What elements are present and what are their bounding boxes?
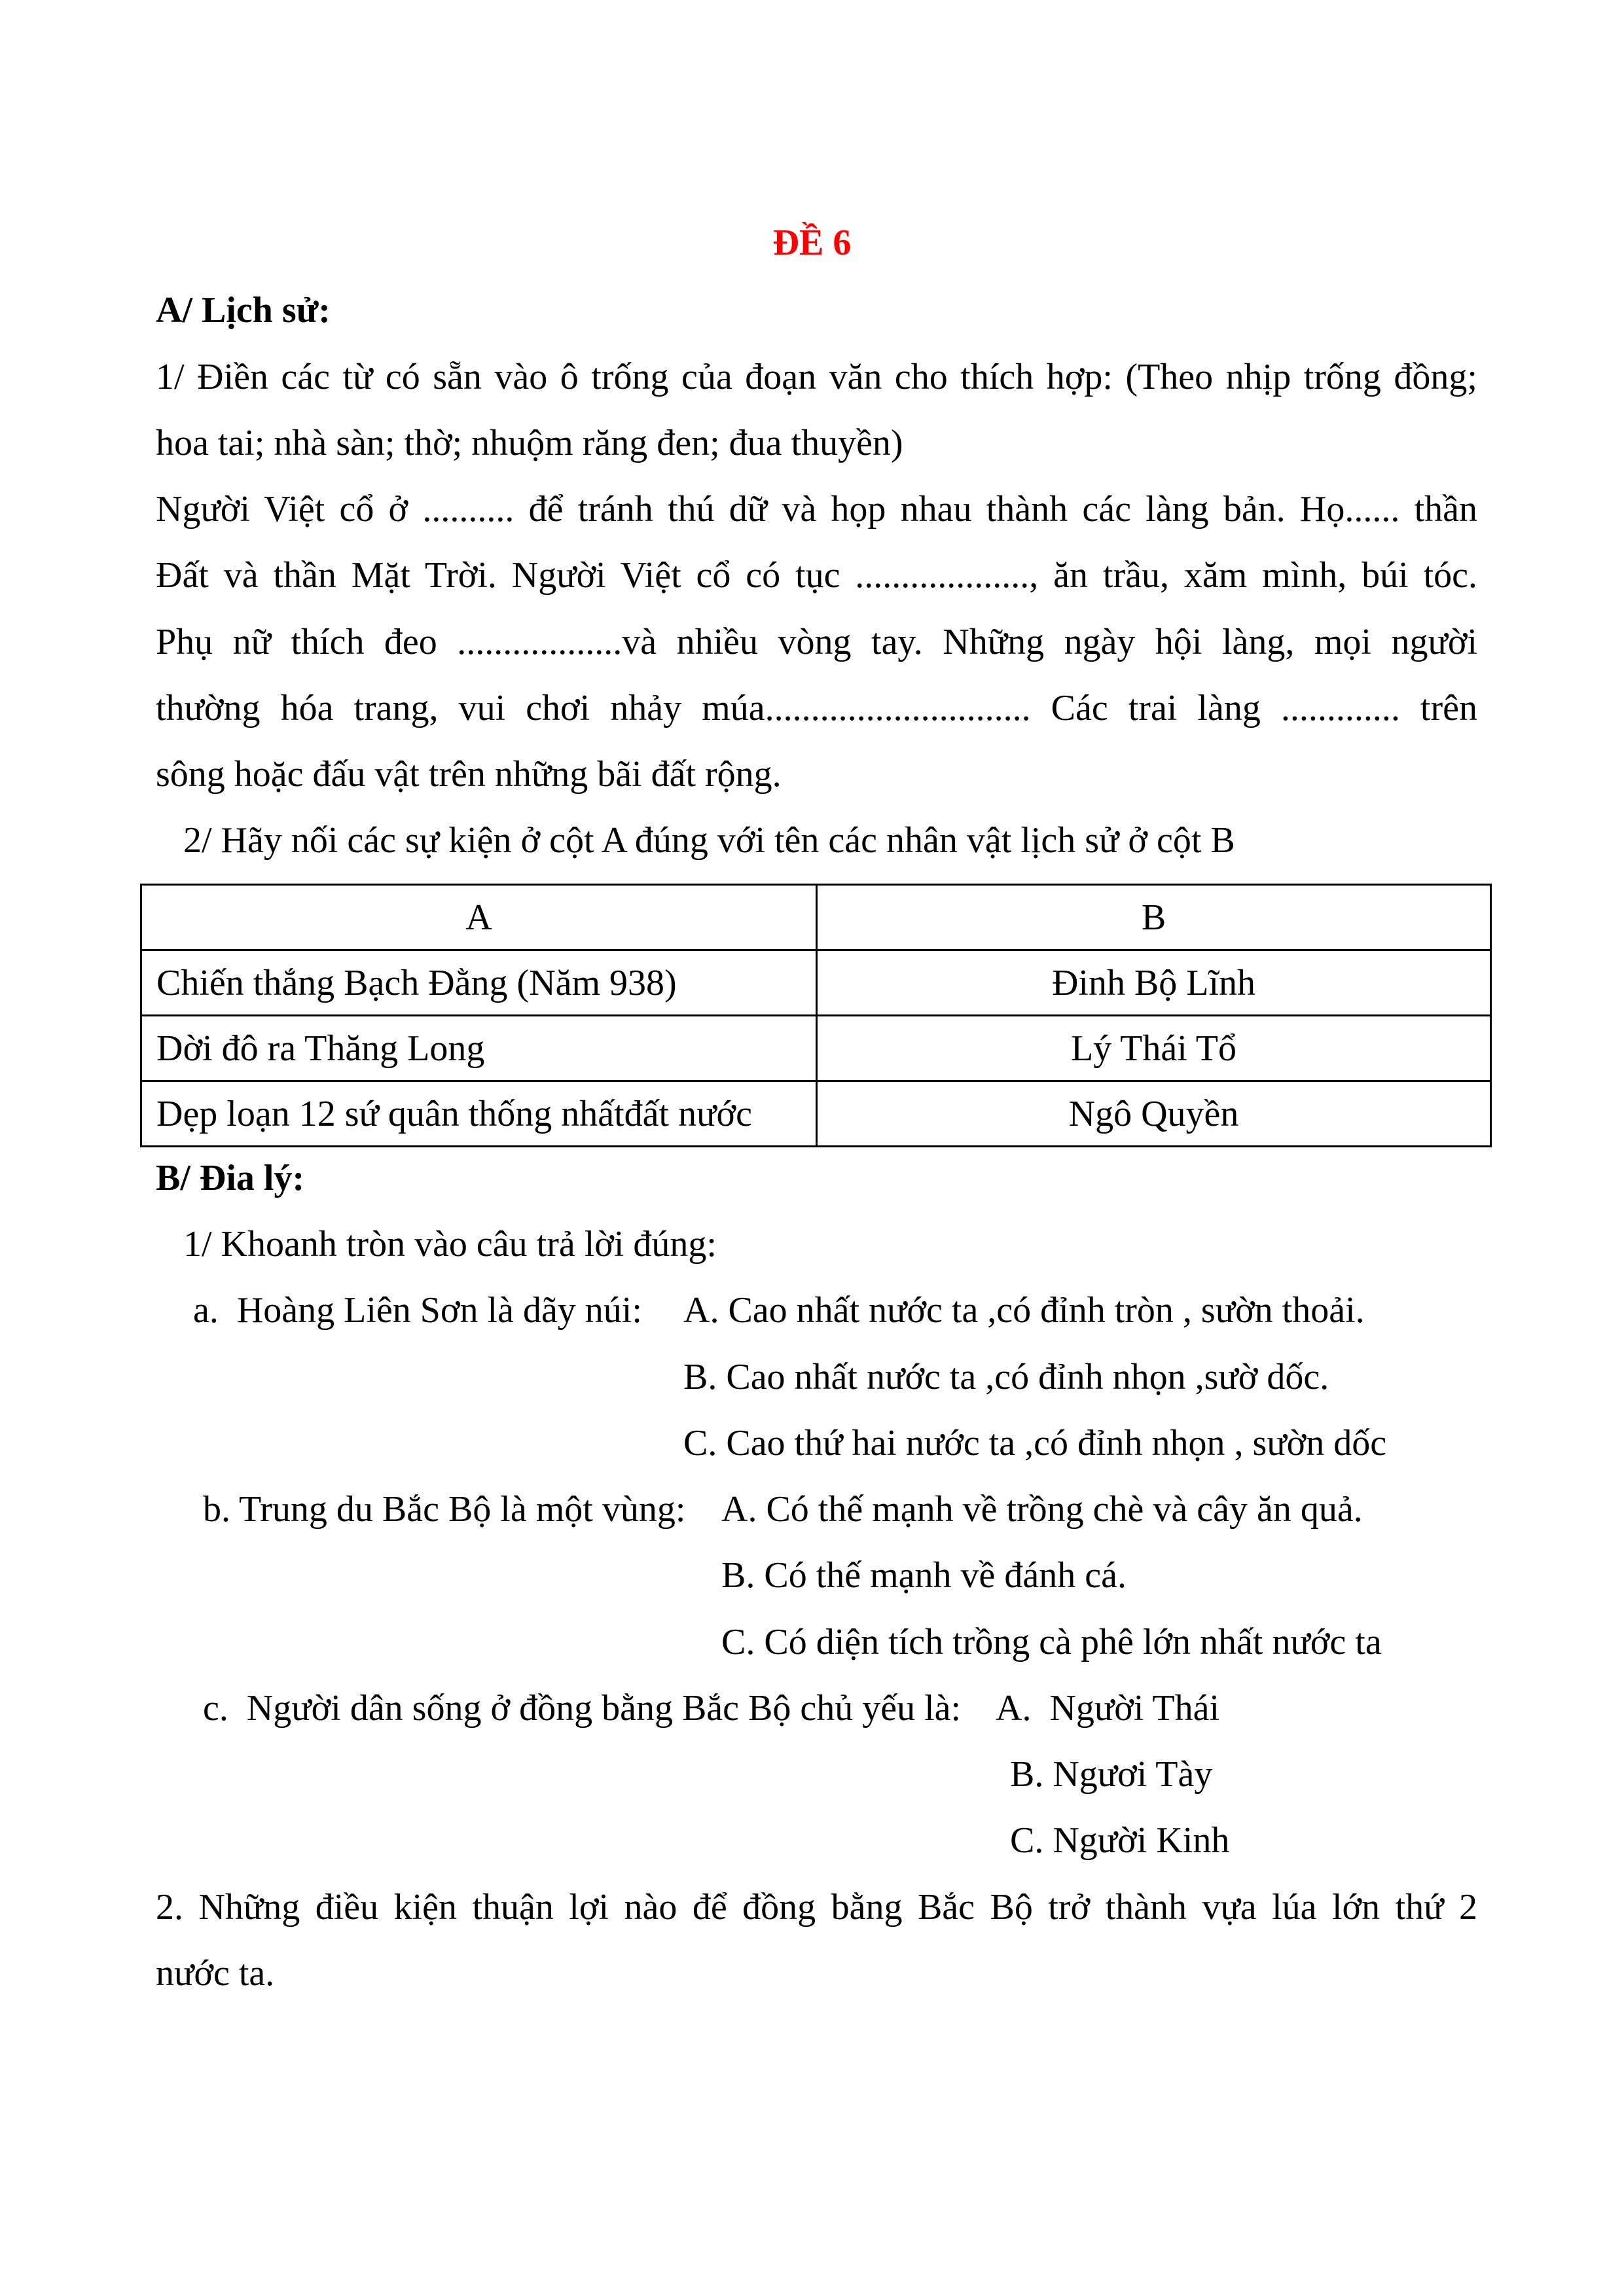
- table-row: [141, 950, 1491, 1016]
- option-b-B: B. Có thế mạnh về đánh cá.: [721, 1555, 1127, 1596]
- geography-question-1: 1/ Khoanh tròn vào câu trả lời đúng:: [183, 1224, 717, 1265]
- paragraph-line: Phụ nữ thích đeo ..................và nhiều vòng tay. Những ngày hội làng, mọi người: [156, 622, 1477, 662]
- option-a-B: B. Cao nhất nước ta ,có đỉnh nhọn ,sườ dốc.: [683, 1357, 1329, 1397]
- option-c-B: B. Ngươi Tày: [1010, 1754, 1213, 1795]
- section-heading-history: A/ Lịch sử:: [156, 290, 331, 331]
- column-header-a: A: [141, 885, 817, 950]
- question-b-stem: b. Trung du Bắc Bộ là một vùng:: [203, 1489, 686, 1530]
- matching-table: [140, 884, 1492, 1147]
- section-heading-geography: B/ Đia lý:: [156, 1158, 305, 1198]
- person-cell: Đinh Bộ Lĩnh: [817, 950, 1491, 1016]
- option-b-A: A. Có thế mạnh về trồng chè và cây ăn quả.: [721, 1489, 1363, 1530]
- table-row: [141, 1016, 1491, 1081]
- paragraph-line: 1/ Điền các từ có sẵn vào ô trống của đoạn văn cho thích hợp: (Theo nhịp trống đồng;: [156, 357, 1477, 397]
- event-cell: Chiến thắng Bạch Đằng (Năm 938): [141, 950, 817, 1016]
- person-cell: Ngô Quyền: [817, 1081, 1491, 1147]
- column-header-b: B: [817, 885, 1491, 950]
- question-2-prompt: 2/ Hãy nối các sự kiện ở cột A đúng với tên các nhân vật lịch sử ở cột B: [183, 820, 1235, 861]
- paragraph-line: Người Việt cổ ở .......... để tránh thú dữ và họp nhau thành các làng bản. Họ...... thần: [156, 489, 1477, 529]
- option-a-A: A. Cao nhất nước ta ,có đỉnh tròn , sườn thoải.: [683, 1290, 1365, 1331]
- event-cell: Dời đô ra Thăng Long: [141, 1016, 817, 1081]
- paragraph-line: sông hoặc đấu vật trên những bãi đất rộng.: [156, 754, 782, 795]
- table-row: [141, 1081, 1491, 1147]
- paragraph-line: Đất và thần Mặt Trời. Người Việt cổ có tục ..................., ăn trầu, xăm mình, búi tóc.: [156, 555, 1477, 596]
- event-cell: Dẹp loạn 12 sứ quân thống nhấtđất nước: [141, 1081, 817, 1147]
- geography-question-2-cont: nước ta.: [156, 1953, 275, 1994]
- paragraph-line: thường hóa trang, vui chơi nhảy múa............................. Các trai làng ............. trên: [156, 688, 1477, 728]
- option-a-C: C. Cao thứ hai nước ta ,có đỉnh nhọn , sườn dốc: [683, 1423, 1387, 1463]
- option-c-A: A. Người Thái: [996, 1688, 1220, 1729]
- paragraph-line: hoa tai; nhà sàn; thờ; nhuộm răng đen; đua thuyền): [156, 423, 903, 463]
- person-cell: Lý Thái Tổ: [817, 1016, 1491, 1081]
- page-title: ĐỀ 6: [772, 223, 852, 263]
- option-b-C: C. Có diện tích trồng cà phê lớn nhất nước ta: [721, 1622, 1382, 1662]
- question-a-stem: a. Hoàng Liên Sơn là dãy núi:: [193, 1290, 642, 1331]
- table-header-row: [141, 885, 1491, 950]
- geography-question-2: 2. Những điều kiện thuận lợi nào để đồng bằng Bắc Bộ trở thành vựa lúa lớn thứ 2: [156, 1887, 1477, 1928]
- question-c-stem: c. Người dân sống ở đồng bằng Bắc Bộ chủ yếu là:: [203, 1688, 962, 1729]
- option-c-C: C. Người Kinh: [1010, 1820, 1230, 1861]
